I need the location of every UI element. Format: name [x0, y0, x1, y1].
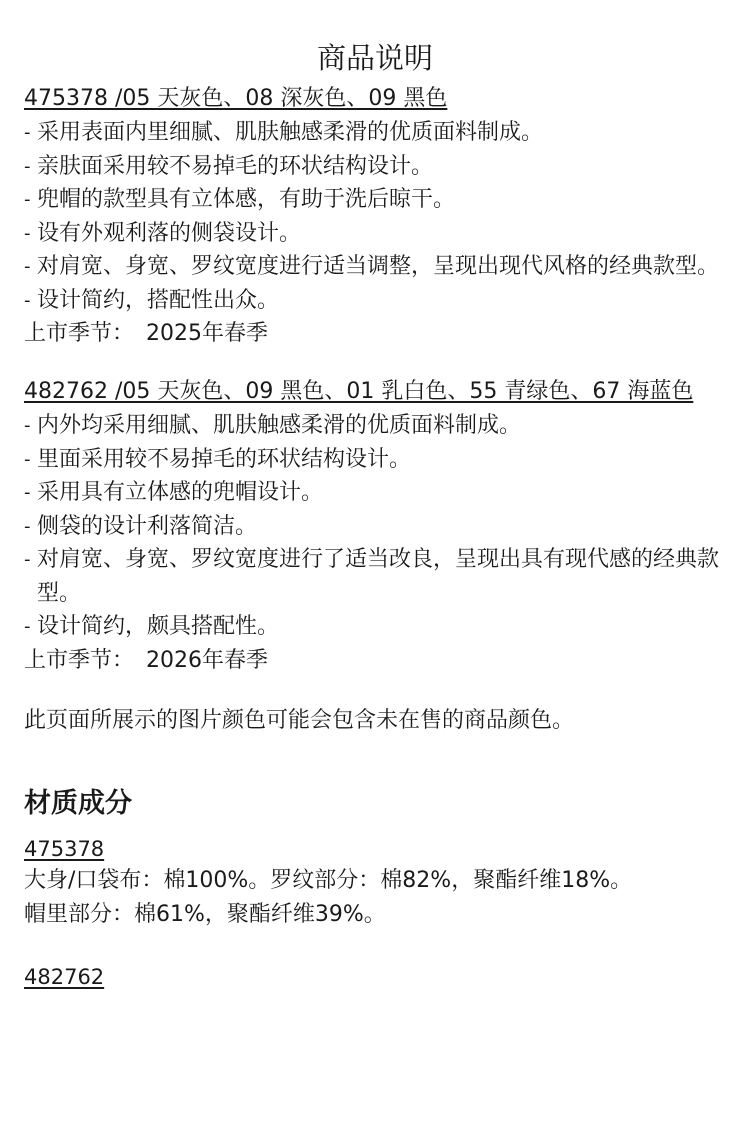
dash-bullet: -: [24, 549, 31, 570]
feature-text: 侧袋的设计利落简洁。: [37, 513, 258, 539]
feature-text: 采用表面内里细腻、肌肤触感柔滑的优质面料制成。: [37, 120, 544, 145]
dash-bullet: -: [24, 155, 31, 177]
product-block: [24, 84, 728, 351]
feature-text: 采用具有立体感的兜帽设计。: [37, 480, 324, 505]
material-composition-line: 帽里部分：棉61%，聚酯纤维39%。: [24, 901, 386, 927]
list-item: [24, 116, 728, 150]
list-item: [24, 610, 728, 644]
feature-text: 对肩宽、身宽、罗纹宽度进行适当调整，呈现出现代风格的经典款型。: [37, 254, 720, 279]
list-item: [24, 510, 728, 544]
feature-list: [24, 116, 728, 317]
list-item: [24, 443, 728, 477]
feature-text: 内外均采用细腻、肌肤触感柔滑的优质面料制成。: [37, 413, 522, 438]
material-block: [24, 962, 728, 992]
feature-text: 亲肤面采用较不易掉毛的环状结构设计。: [37, 153, 434, 179]
color-disclaimer: 此页面所展示的图片颜色可能会包含未在售的商品颜色。: [24, 707, 575, 733]
season-label: 上市季节：: [24, 321, 135, 346]
material-section-title: 材质成分: [24, 787, 132, 819]
feature-text: 对肩宽、身宽、罗纹宽度进行了适当改良，呈现出具有现代感的经典款型。: [37, 547, 720, 606]
material-product-code: 475378: [24, 836, 105, 861]
dash-bullet: -: [24, 122, 31, 143]
dash-bullet: -: [24, 448, 31, 470]
feature-list: [24, 409, 728, 644]
season-value: 2026年春季: [146, 647, 269, 673]
release-season: [24, 644, 728, 678]
dash-bullet: -: [24, 189, 31, 210]
release-season: [24, 317, 728, 351]
feature-text: 兜帽的款型具有立体感，有助于洗后晾干。: [37, 187, 456, 212]
material-product-code: 482762: [24, 964, 105, 989]
dash-bullet: -: [24, 482, 31, 503]
list-item: [24, 217, 728, 251]
material-composition-line: 大身/口袋布：棉100%。罗纹部分：棉82%，聚酯纤维18%。: [24, 867, 633, 893]
dash-bullet: -: [24, 415, 31, 436]
material-block: [24, 834, 728, 932]
feature-text: 里面采用较不易掉毛的环状结构设计。: [37, 446, 412, 472]
list-item: [24, 409, 728, 443]
season-value: 2025年春季: [146, 321, 269, 346]
dash-bullet: -: [24, 616, 31, 637]
list-item: [24, 150, 728, 184]
list-item: [24, 250, 728, 284]
season-label: 上市季节：: [24, 647, 135, 673]
content-area: [24, 84, 728, 992]
list-item: [24, 284, 728, 318]
list-item: [24, 543, 728, 610]
list-item: [24, 476, 728, 510]
list-item: [24, 183, 728, 217]
dash-bullet: -: [24, 289, 31, 311]
product-heading: 475378 /05 天灰色、08 深灰色、09 黑色: [24, 86, 448, 111]
product-heading: 482762 /05 天灰色、09 黑色、01 乳白色、55 青绿色、67 海蓝色: [24, 379, 694, 404]
page-title: 商品说明: [316, 41, 433, 76]
feature-text: 设计简约，搭配性出众。: [37, 287, 280, 313]
product-block: [24, 377, 728, 678]
dash-bullet: -: [24, 515, 31, 537]
dash-bullet: -: [24, 222, 31, 244]
dash-bullet: -: [24, 256, 31, 277]
feature-text: 设计简约，颇具搭配性。: [37, 614, 280, 639]
feature-text: 设有外观利落的侧袋设计。: [37, 220, 302, 246]
